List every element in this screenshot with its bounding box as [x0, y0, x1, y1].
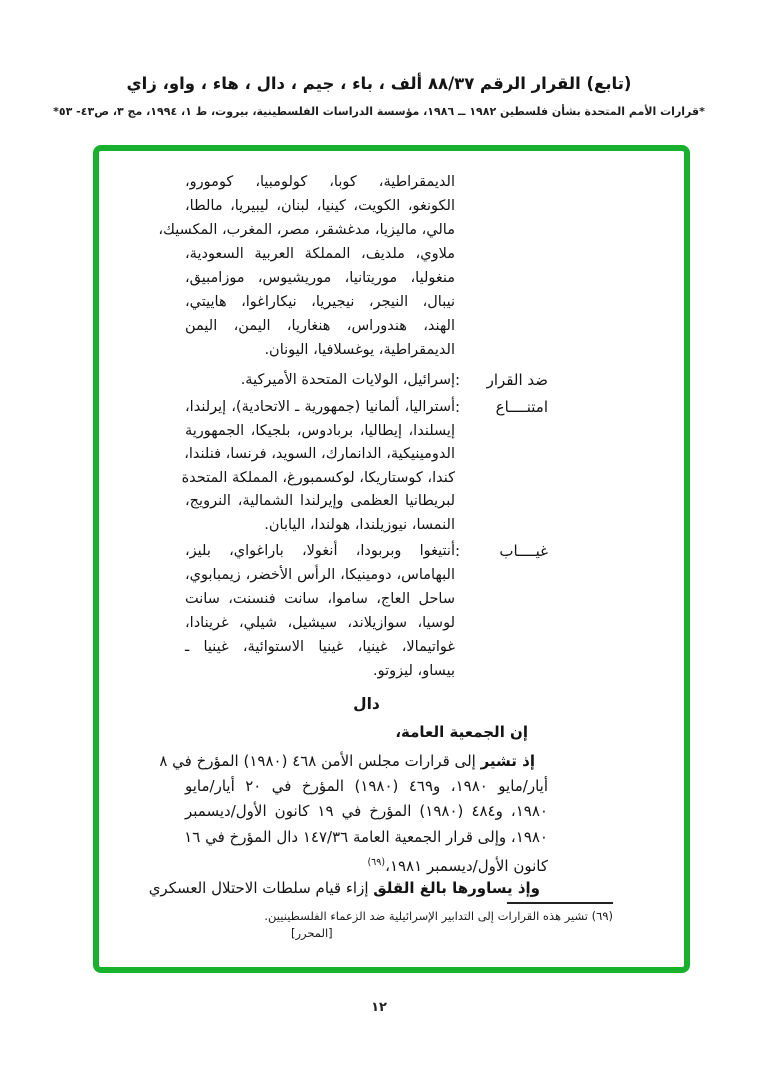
section-against-label: [455, 368, 548, 392]
text-line: الديمقراطية، يوغسلافيا، اليونان.: [264, 342, 455, 358]
section-against-body: [185, 368, 455, 392]
text-line: ١٩٨٠، و٤٨٤ (١٩٨٠) المؤرخ في ١٩ كانون الأول/ديسمبر: [185, 802, 548, 821]
text-line: نيبال، النيجر، نيجيريا، نيكاراغوا، هاييتي،: [185, 294, 455, 310]
text-line: أستراليا، ألمانيا (جمهورية ـ الاتحادية)، إيرلندا،: [185, 399, 455, 415]
label-text: امتنــــاع: [495, 398, 548, 416]
text-line: أيار/مايو ١٩٨٠، و٤٦٩ (١٩٨٠) المؤرخ في ٢٠ أيار/مايو: [185, 777, 549, 796]
text-line: أنتيغوا وبربودا، أنغولا، باراغواي، بليز،: [185, 543, 455, 559]
recital-end-text: كانون الأول/ديسمبر ١٩٨١،: [385, 856, 548, 875]
text-line: منغوليا، موريتانيا، موريشيوس، موزامبيق،: [185, 270, 455, 286]
closing-rest: إزاء قيام سلطات الاحتلال العسكري: [148, 879, 374, 897]
text-line: الديمقراطية، كوبا، كولومبيا، كومورو،: [185, 174, 455, 190]
closing-bold: وإذ يساورها بالغ القلق: [373, 879, 540, 897]
label-colon: :: [455, 371, 461, 389]
section-absent: [185, 539, 548, 683]
text-line: البهاماس، دومينيكا، الرأس الأخضر، زيمبابوي،: [185, 567, 455, 583]
source-citation: *قرارات الأمم المتحدة بشأن فلسطين ١٩٨٢ ــ ١٩٨٦، مؤسسة الدراسات الفلسطينية، بيروت، ط ١، ١٩٩٤، مج ٣، ص٤٣- ٥٣*: [53, 105, 705, 118]
section-abstain: [181, 396, 548, 537]
text-line: مالي، ماليزيا، مدغشقر، مصر، المغرب، المكسيك،: [158, 222, 455, 238]
section-d-heading: دال: [353, 695, 380, 713]
footnote-editor-mark: [المحرر]: [291, 926, 333, 940]
section-abstain-label: [455, 396, 548, 537]
section-absent-label: [455, 539, 548, 683]
resolution-title: (تابع) القرار الرقم ٨٨/٣٧ ألف ، باء ، جيم ، دال ، هاء ، واو، زاي: [126, 74, 632, 93]
section-abstain-body: [181, 396, 455, 537]
label-colon: :: [455, 398, 461, 416]
text-line: بيساو، ليزوتو.: [373, 663, 455, 679]
text-line: الكونغو، الكويت، كينيا، لبنان، ليبيريا، مالطا،: [185, 198, 455, 214]
footnote-reference: (٦٩): [367, 856, 386, 868]
in-favor-country-list: [158, 170, 455, 362]
assembly-intro-line: إن الجمعية العامة،: [395, 723, 528, 741]
text-line: ملاوي، ملديف، المملكة العربية السعودية،: [185, 246, 455, 262]
section-against: [185, 368, 548, 392]
closing-line: [148, 876, 548, 901]
text-line: إسرائيل، الولايات المتحدة الأميركية.: [240, 372, 455, 388]
text-line: النمسا، نيوزيلندا، هولندا، اليابان.: [264, 516, 455, 533]
text-line: لوسيا، سوازيلاند، سيشيل، شيلي، غرينادا،: [185, 615, 455, 631]
recital-lead-rest: إلى قرارات مجلس الأمن ٤٦٨ (١٩٨٠) المؤرخ في ٨: [159, 752, 481, 770]
footnote-separator: [507, 902, 613, 904]
text-line: الهند، هندوراس، هنغاريا، اليمن، اليمن: [185, 318, 455, 334]
text-line: ساحل العاج، ساموا، سانت فنسنت، سانت: [185, 591, 455, 607]
text-line: كندا، كوستاريكا، لوكسمبورغ، المملكة المتحدة: [181, 469, 455, 486]
section-absent-body: [185, 539, 455, 683]
footnote: [264, 908, 613, 942]
text-line: ١٩٨٠، وإلى قرار الجمعية العامة ١٤٧/٣٦ دال المؤرخ في ١٦: [184, 827, 548, 846]
text-line: [159, 749, 548, 774]
label-colon: :: [455, 542, 461, 560]
text-line: الدومينيكية، الدانمارك، السويد، فرنسا، فنلندا،: [184, 446, 455, 462]
footnote-text: (٦٩) تشير هذه القرارات إلى التدابير الإسرائيلية ضد الزعماء الفلسطينيين.: [264, 909, 613, 923]
recital-lead-bold: إذ تشير: [480, 752, 535, 770]
text-line: [185, 850, 548, 879]
label-text: غيــــاب: [499, 542, 548, 560]
label-text: ضد القرار: [486, 371, 548, 389]
text-line: إيسلندا، إيطاليا، بربادوس، بلجيكا، الجمهورية: [185, 422, 455, 439]
page-number: ١٢: [371, 1000, 387, 1015]
recital-paragraph: [159, 749, 549, 879]
text-line: لبريطانيا العظمى وإيرلندا الشمالية، النرويج،: [185, 493, 455, 509]
text-line: غواتيمالا، غينيا، غينيا الاستوائية، غينيا ـ: [185, 639, 455, 655]
